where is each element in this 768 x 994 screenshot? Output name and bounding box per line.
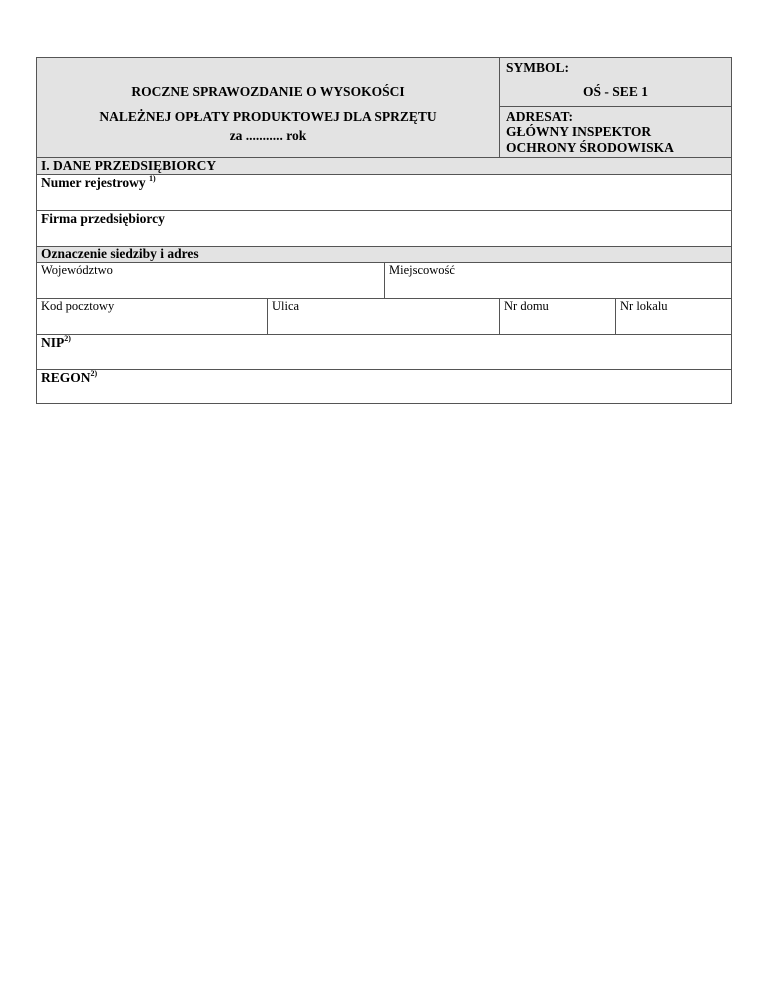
address-heading-text: Oznaczenie siedziby i adres — [41, 246, 199, 261]
regon-label: REGON$^{2)}$ — [41, 369, 98, 385]
registry-number-field[interactable] — [37, 174, 731, 210]
addressee-label: ADRESAT: — [506, 109, 574, 124]
report-title — [37, 58, 499, 157]
company-label: Firma przedsiębiorcy — [41, 211, 165, 226]
company-field[interactable] — [37, 210, 731, 246]
locality-field[interactable] — [384, 262, 731, 298]
title-line-1: ROCZNE SPRAWOZDANIE O WYSOKOŚCI — [131, 84, 405, 99]
locality-label: Miejscowość — [389, 263, 455, 277]
voivodeship-label: Województwo — [41, 263, 113, 277]
regon-field[interactable] — [37, 369, 731, 403]
symbol-box — [500, 58, 731, 106]
street-field[interactable] — [267, 298, 499, 334]
nip-label: NIP$^{2)}$ — [41, 334, 71, 350]
voivodeship-field[interactable] — [37, 262, 384, 298]
symbol-value: OŚ - SEE 1 — [583, 84, 648, 99]
house-number-field[interactable] — [499, 298, 615, 334]
title-line-3: za ........... rok — [229, 128, 307, 143]
symbol-label: SYMBOL: — [506, 60, 570, 75]
footnote-2-regon: 2) — [90, 369, 98, 378]
addressee-line-1: GŁÓWNY INSPEKTOR — [506, 124, 652, 139]
street-label: Ulica — [272, 299, 300, 313]
house-number-label: Nr domu — [504, 299, 549, 313]
title-line-2: NALEŻNEJ OPŁATY PRODUKTOWEJ DLA SPRZĘTU — [99, 109, 437, 124]
section-heading-text: I. DANE PRZEDSIĘBIORCY — [41, 158, 217, 173]
addressee-line-2: OCHRONY ŚRODOWISKA — [506, 140, 674, 155]
registry-number-label: Numer rejestrowy $^{1)}$ — [41, 174, 156, 190]
address-heading — [37, 246, 731, 262]
postal-code-label: Kod pocztowy — [41, 299, 115, 313]
section-heading — [37, 157, 731, 174]
footnote-1: 1) — [148, 174, 156, 183]
addressee-box — [500, 107, 731, 157]
apartment-number-field[interactable] — [615, 298, 731, 334]
nip-field[interactable] — [37, 334, 731, 369]
postal-code-field[interactable] — [37, 298, 267, 334]
apartment-number-label: Nr lokalu — [620, 299, 668, 313]
footnote-2-nip: 2) — [64, 334, 71, 343]
